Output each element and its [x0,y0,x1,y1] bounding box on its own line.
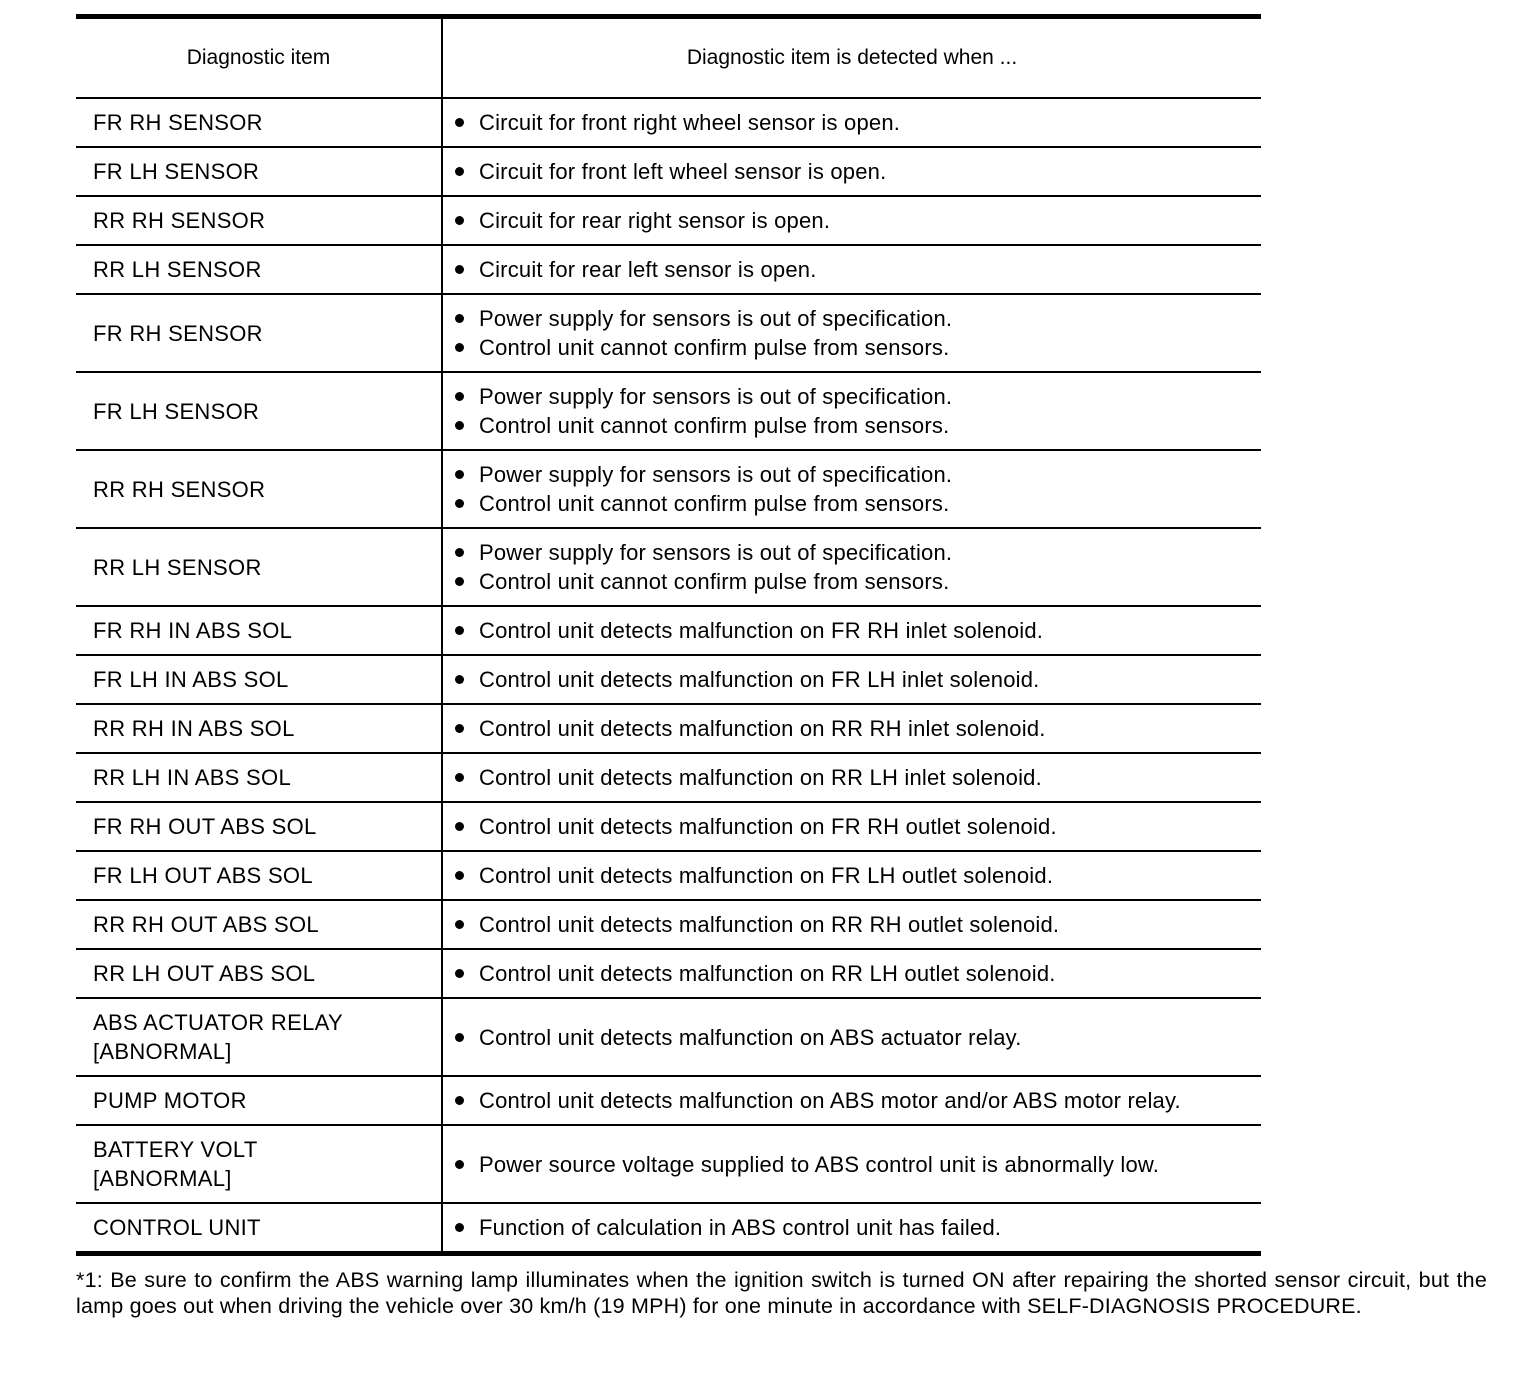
detection-condition-text: Control unit detects malfunction on FR RH inlet solenoid. [479,618,1044,643]
diagnostic-item-cell [76,98,442,147]
detection-condition-line [455,910,1261,939]
diagnostic-item-cell [76,1125,442,1203]
diagnostic-item-text: RR RH OUT ABS SOL [93,912,319,937]
table-row [76,1203,1261,1254]
table-row [76,245,1261,294]
detection-condition-text: Circuit for rear left sensor is open. [479,257,817,282]
detection-condition-line [455,538,1261,567]
detection-condition-cell [442,450,1261,528]
table-row [76,147,1261,196]
detection-condition-text: Circuit for rear right sensor is open. [479,208,831,233]
detection-condition-text: Control unit cannot confirm pulse from sensors. [479,491,950,516]
detection-condition-line [455,206,1261,235]
diagnostic-item-cell [76,294,442,372]
detection-condition-text: Control unit detects malfunction on FR LH inlet solenoid. [479,667,1040,692]
diagnostic-item-cell [76,450,442,528]
diagnostic-item-text: BATTERY VOLT [93,1137,258,1162]
diagnostic-table-container [76,14,1261,1256]
detection-condition-cell [442,294,1261,372]
diagnostic-item-text: PUMP MOTOR [93,1088,247,1113]
bullet-icon [455,626,464,635]
diagnostic-item-text: FR LH SENSOR [93,398,260,424]
detection-condition-text: Control unit detects malfunction on RR RH outlet solenoid. [479,912,1060,937]
bullet-icon [455,343,464,352]
table-row [76,900,1261,949]
diagnostic-item-text: RR RH IN ABS SOL [93,716,295,741]
detection-condition-text: Control unit detects malfunction on RR LH inlet solenoid. [479,765,1042,790]
detection-condition-cell [442,196,1261,245]
diagnostic-item-cell [76,900,442,949]
table-row [76,802,1261,851]
table-row [76,450,1261,528]
detection-condition-line [455,255,1261,284]
diagnostic-item-text: [ABNORMAL] [93,1166,232,1191]
detection-condition-cell [442,1076,1261,1125]
table-header-row [76,17,1261,99]
table-row [76,294,1261,372]
diagnostic-item-cell [76,606,442,655]
diagnostic-item-text: FR RH SENSOR [93,320,263,346]
bullet-icon [455,724,464,733]
table-row [76,98,1261,147]
detection-condition-line [455,157,1261,186]
diagnostic-item-text: FR LH OUT ABS SOL [93,863,313,888]
diagnostic-item-text: RR LH SENSOR [93,257,262,282]
table-row [76,998,1261,1076]
detection-condition-text: Power supply for sensors is out of specification. [479,462,953,487]
detection-condition-line [455,460,1261,489]
bullet-icon [455,871,464,880]
detection-condition-line [455,304,1261,333]
detection-condition-line [455,1023,1261,1052]
detection-condition-line [455,382,1261,411]
detection-condition-text: Power supply for sensors is out of specification. [479,384,953,409]
diagnostic-item-cell [76,704,442,753]
bullet-icon [455,773,464,782]
detection-condition-cell [442,704,1261,753]
detection-condition-cell [442,528,1261,606]
detection-condition-text: Circuit for front left wheel sensor is open. [479,159,887,184]
detection-condition-cell [442,655,1261,704]
header-diagnostic-item: Diagnostic item [76,17,442,99]
bullet-icon [455,920,464,929]
detection-condition-line [455,959,1261,988]
detection-condition-cell [442,949,1261,998]
diagnostic-item-cell [76,949,442,998]
detection-condition-text: Control unit cannot confirm pulse from sensors. [479,413,950,438]
detection-condition-cell [442,998,1261,1076]
detection-condition-line [455,1213,1261,1242]
bullet-icon [455,822,464,831]
bullet-icon [455,314,464,323]
bullet-icon [455,1096,464,1105]
table-row [76,753,1261,802]
diagnostic-item-text: FR RH IN ABS SOL [93,618,293,643]
diagnostic-item-cell [76,851,442,900]
detection-condition-cell [442,851,1261,900]
bullet-icon [455,1160,464,1169]
footnote: *1: Be sure to confirm the ABS warning lamp illuminates when the ignition switch is turned ON after repairing the shorted sensor circuit, but the lamp goes out when driving the vehicle over 30 km/h (19 MPH) for one minute in accordance with SELF-DIAGNOSIS PROCEDURE. [76,1268,1487,1318]
table-body [76,98,1261,1254]
detection-condition-text: Control unit detects malfunction on FR LH outlet solenoid. [479,863,1054,888]
bullet-icon [455,470,464,479]
bullet-icon [455,675,464,684]
bullet-icon [455,392,464,401]
detection-condition-text: Control unit detects malfunction on FR RH outlet solenoid. [479,814,1057,839]
table-row [76,704,1261,753]
diagnostic-item-text: ABS ACTUATOR RELAY [93,1010,343,1035]
bullet-icon [455,167,464,176]
detection-condition-text: Power supply for sensors is out of specification. [479,540,953,565]
diagnostic-item-cell [76,753,442,802]
diagnostic-item-cell [76,802,442,851]
detection-condition-text: Control unit detects malfunction on RR LH outlet solenoid. [479,961,1056,986]
diagnostic-item-cell [76,528,442,606]
bullet-icon [455,265,464,274]
detection-condition-line [455,108,1261,137]
detection-condition-line [455,616,1261,645]
diagnostic-item-text: RR LH OUT ABS SOL [93,961,316,986]
detection-condition-text: Circuit for front right wheel sensor is open. [479,110,901,135]
detection-condition-cell [442,98,1261,147]
detection-condition-text: Power source voltage supplied to ABS control unit is abnormally low. [479,1151,1160,1177]
diagnostic-item-text: RR RH SENSOR [93,476,266,502]
diagnostic-item-text: CONTROL UNIT [93,1215,261,1240]
diagnostic-item-cell [76,245,442,294]
table-row [76,1125,1261,1203]
bullet-icon [455,421,464,430]
detection-condition-text: Control unit cannot confirm pulse from sensors. [479,335,950,360]
diagnostic-item-cell [76,372,442,450]
detection-condition-cell [442,245,1261,294]
detection-condition-text: Function of calculation in ABS control unit has failed. [479,1215,1002,1240]
table-row [76,655,1261,704]
bullet-icon [455,216,464,225]
diagnostic-item-text: [ABNORMAL] [93,1039,232,1064]
detection-condition-cell [442,900,1261,949]
diagnostic-item-text: RR RH SENSOR [93,208,266,233]
table-row [76,528,1261,606]
table-row [76,1076,1261,1125]
detection-condition-cell [442,606,1261,655]
detection-condition-line [455,1086,1261,1115]
table-row [76,372,1261,450]
detection-condition-text: Control unit detects malfunction on RR RH inlet solenoid. [479,716,1046,741]
detection-condition-line [455,665,1261,694]
detection-condition-line [455,714,1261,743]
diagnostic-item-text: RR LH IN ABS SOL [93,765,291,790]
table-row [76,851,1261,900]
diagnostic-item-text: FR LH IN ABS SOL [93,667,289,692]
bullet-icon [455,969,464,978]
detection-condition-cell [442,802,1261,851]
bullet-icon [455,548,464,557]
bullet-icon [455,118,464,127]
diagnostic-item-cell [76,1076,442,1125]
detection-condition-line [455,567,1261,596]
bullet-icon [455,577,464,586]
diagnostic-item-text: FR LH SENSOR [93,159,260,184]
detection-condition-line [455,812,1261,841]
detection-condition-line [455,763,1261,792]
detection-condition-text: Control unit cannot confirm pulse from sensors. [479,569,950,594]
detection-condition-text: Control unit detects malfunction on ABS actuator relay. [479,1024,1022,1050]
table-row [76,196,1261,245]
detection-condition-line [455,333,1261,362]
detection-condition-cell [442,1203,1261,1254]
diagnostic-item-cell [76,655,442,704]
detection-condition-cell [442,147,1261,196]
detection-condition-line [455,861,1261,890]
diagnostic-table [76,14,1261,1256]
detection-condition-cell [442,1125,1261,1203]
diagnostic-item-cell [76,147,442,196]
table-row [76,949,1261,998]
bullet-icon [455,1223,464,1232]
diagnostic-item-cell [76,1203,442,1254]
bullet-icon [455,499,464,508]
diagnostic-item-text: FR RH OUT ABS SOL [93,814,317,839]
detection-condition-line [455,411,1261,440]
detection-condition-text: Power supply for sensors is out of specification. [479,306,953,331]
diagnostic-item-cell [76,196,442,245]
detection-condition-line [455,1150,1261,1179]
diagnostic-item-cell [76,998,442,1076]
detection-condition-cell [442,753,1261,802]
header-detected-when: Diagnostic item is detected when ... [442,17,1261,99]
bullet-icon [455,1033,464,1042]
detection-condition-cell [442,372,1261,450]
diagnostic-item-text: FR RH SENSOR [93,110,263,135]
detection-condition-text: Control unit detects malfunction on ABS motor and/or ABS motor relay. [479,1088,1181,1113]
table-row [76,606,1261,655]
diagnostic-item-text: RR LH SENSOR [93,554,262,580]
detection-condition-line [455,489,1261,518]
